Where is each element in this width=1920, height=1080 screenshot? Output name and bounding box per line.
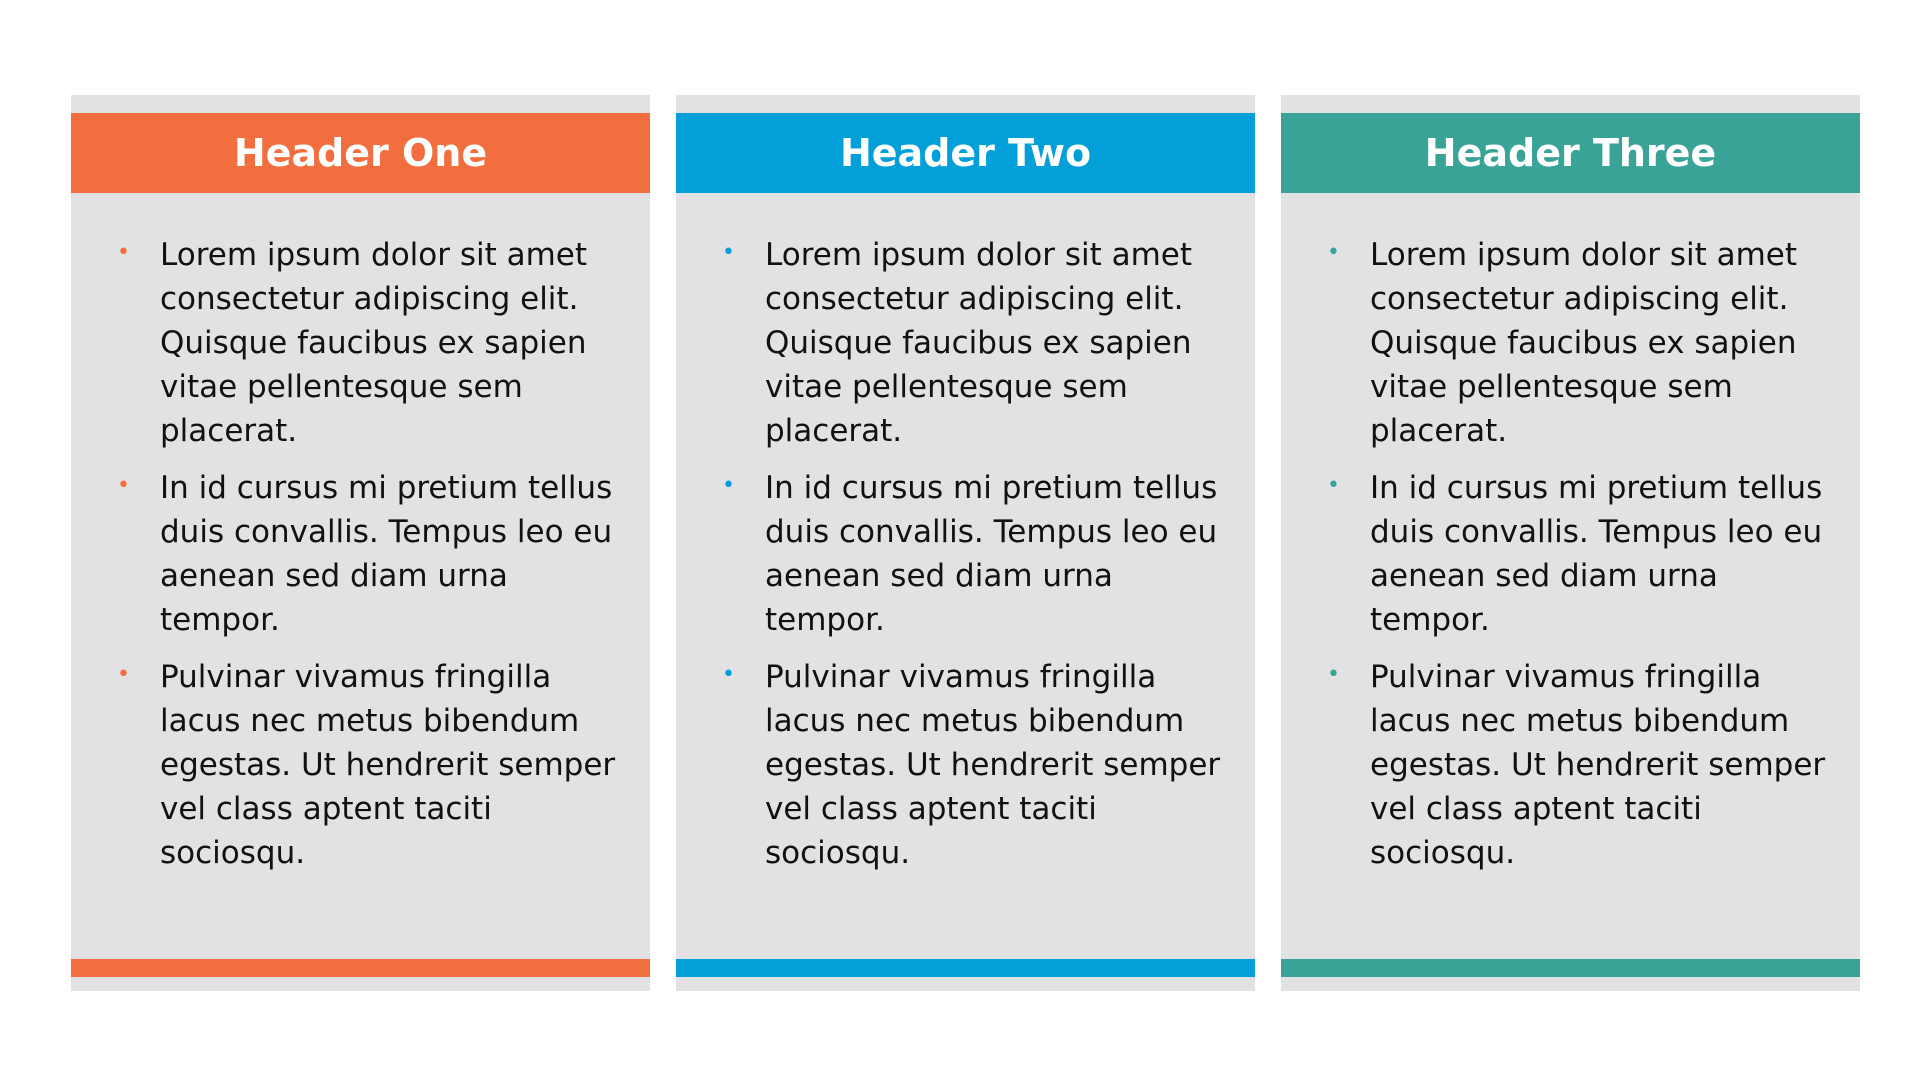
bullet-dot-icon: •: [1327, 662, 1340, 687]
bullet-dot-icon: •: [722, 662, 735, 687]
bullet-dot-icon: •: [117, 240, 130, 265]
card-footer-bar-one: [71, 959, 650, 977]
card-one: [71, 95, 650, 991]
bullet-dot-icon: •: [117, 662, 130, 687]
list-item: [117, 466, 620, 642]
bullet-dot-icon: •: [722, 240, 735, 265]
bullet-text: In id cursus mi pretium tellus duis convallis. Tempus leo eu aenean sed diam urna tempor.: [765, 470, 1218, 638]
bullet-text: Lorem ipsum dolor sit amet consectetur adipiscing elit. Quisque faucibus ex sapien vitae pellentesque sem placerat.: [765, 237, 1193, 449]
bullet-text: Pulvinar vivamus fringilla lacus nec metus bibendum egestas. Ut hendrerit semper vel class aptent taciti sociosqu.: [1370, 659, 1826, 871]
bullet-dot-icon: •: [722, 473, 735, 498]
card-three: [1281, 95, 1860, 991]
list-item: [117, 233, 620, 453]
list-item: [722, 233, 1225, 453]
bullet-text: In id cursus mi pretium tellus duis convallis. Tempus leo eu aenean sed diam urna tempor.: [1370, 470, 1823, 638]
column-layout: [71, 95, 1860, 991]
list-item: [1327, 655, 1830, 875]
list-item: [1327, 466, 1830, 642]
bullet-list-three: [1327, 233, 1830, 888]
list-item: [117, 655, 620, 875]
card-header-three: Header Three: [1281, 113, 1860, 193]
bullet-dot-icon: •: [1327, 240, 1340, 265]
bullet-list-one: [117, 233, 620, 888]
bullet-text: Lorem ipsum dolor sit amet consectetur adipiscing elit. Quisque faucibus ex sapien vitae pellentesque sem placerat.: [1370, 237, 1798, 449]
card-header-two: Header Two: [676, 113, 1255, 193]
bullet-dot-icon: •: [1327, 473, 1340, 498]
bullet-text: In id cursus mi pretium tellus duis convallis. Tempus leo eu aenean sed diam urna tempor.: [160, 470, 613, 638]
card-footer-bar-two: [676, 959, 1255, 977]
card-footer-bar-three: [1281, 959, 1860, 977]
list-item: [1327, 233, 1830, 453]
bullet-dot-icon: •: [117, 473, 130, 498]
list-item: [722, 466, 1225, 642]
card-two: [676, 95, 1255, 991]
card-header-one: Header One: [71, 113, 650, 193]
bullet-text: Pulvinar vivamus fringilla lacus nec metus bibendum egestas. Ut hendrerit semper vel class aptent taciti sociosqu.: [765, 659, 1221, 871]
list-item: [722, 655, 1225, 875]
bullet-list-two: [722, 233, 1225, 888]
bullet-text: Pulvinar vivamus fringilla lacus nec metus bibendum egestas. Ut hendrerit semper vel class aptent taciti sociosqu.: [160, 659, 616, 871]
bullet-text: Lorem ipsum dolor sit amet consectetur adipiscing elit. Quisque faucibus ex sapien vitae pellentesque sem placerat.: [160, 237, 588, 449]
